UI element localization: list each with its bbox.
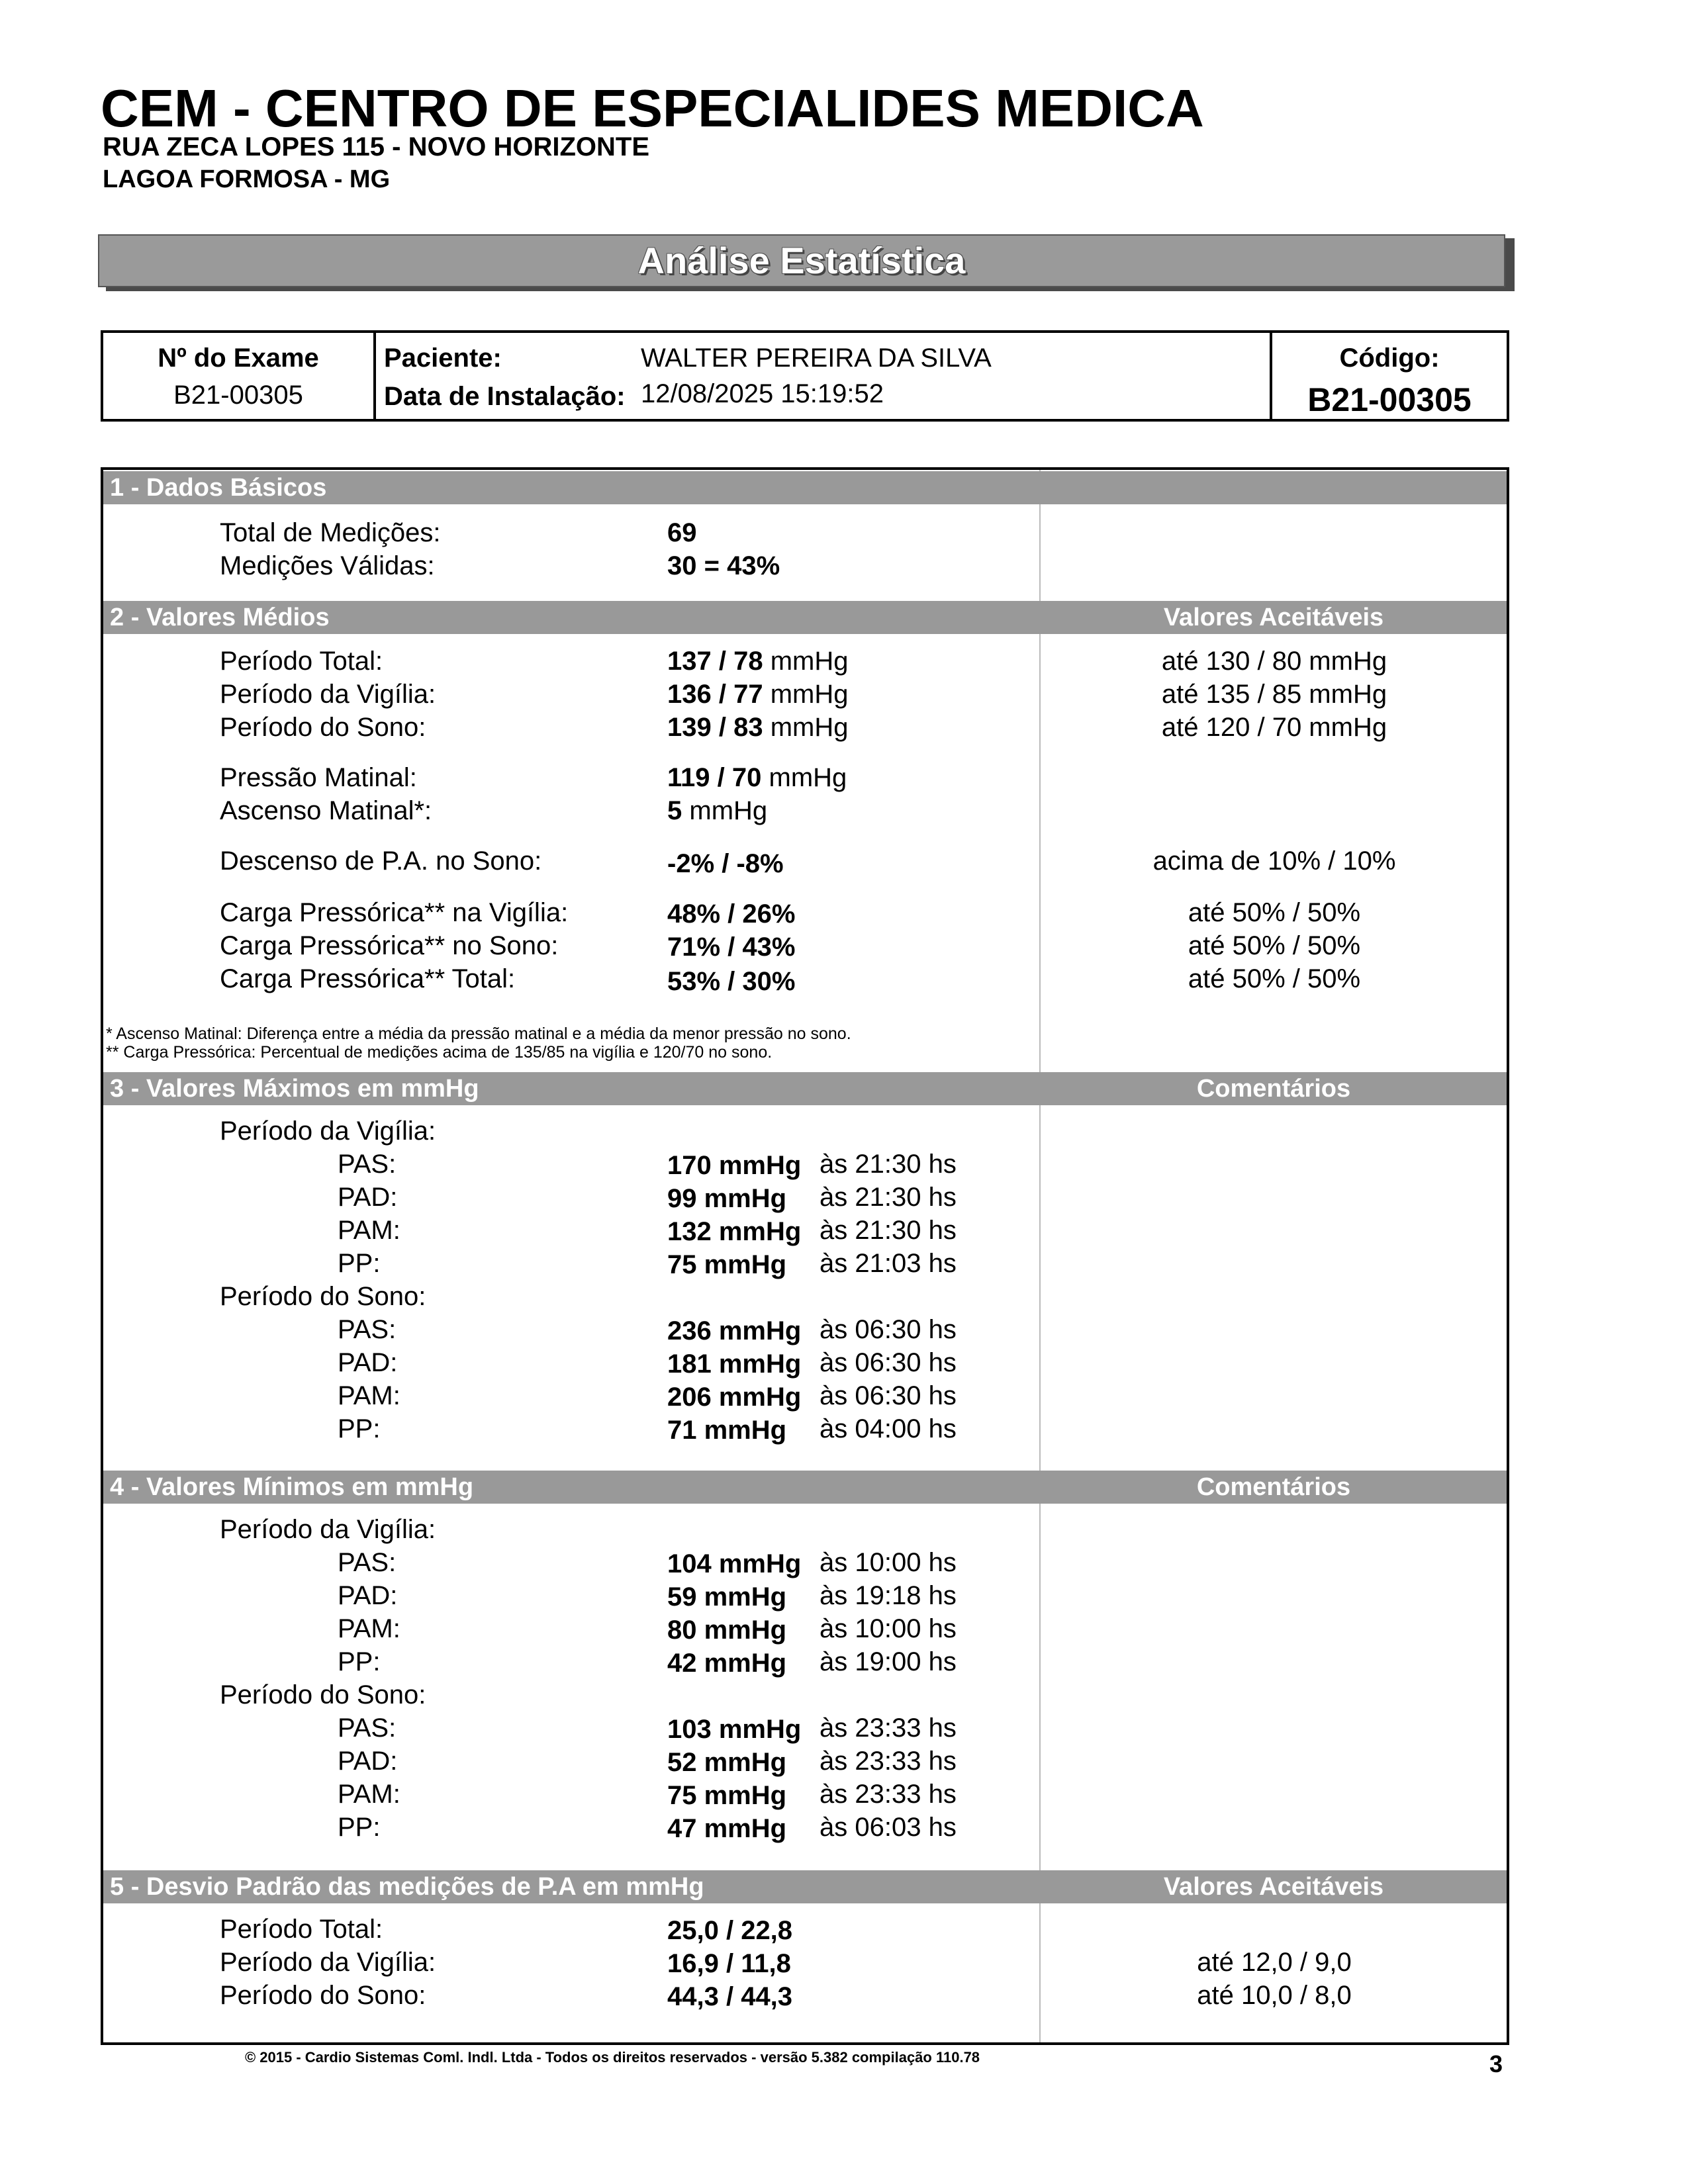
- metric-label: PAM:: [338, 1216, 400, 1245]
- metric-value: 99 mmHg: [667, 1184, 787, 1213]
- exam-number-label: Nº do Exame: [158, 343, 319, 373]
- row-value: 139 / 83 mmHg: [667, 713, 849, 742]
- acceptable-values-title: Valores Aceitáveis: [1163, 1873, 1384, 1901]
- metric-value: 103 mmHg: [667, 1715, 802, 1744]
- metric-time: às 23:33 hs: [820, 1747, 957, 1776]
- metric-value: 75 mmHg: [667, 1781, 787, 1810]
- metric-label: PP:: [338, 1249, 381, 1278]
- metric-value: 71 mmHg: [667, 1416, 787, 1445]
- metric-value: 59 mmHg: [667, 1582, 787, 1612]
- metric-time: às 21:30 hs: [820, 1216, 957, 1245]
- metric-label: PAM:: [338, 1614, 400, 1643]
- acceptable-value: até 50% / 50%: [1188, 964, 1361, 993]
- row-value: 119 / 70 mmHg: [667, 763, 847, 792]
- row-value: 5 mmHg: [667, 796, 768, 825]
- acceptable-value: até 50% / 50%: [1188, 898, 1361, 927]
- metric-value: 52 mmHg: [667, 1748, 787, 1777]
- statistics-box: [101, 467, 1509, 2045]
- row-label: Período Total:: [220, 1915, 383, 1944]
- acceptable-value: até 12,0 / 9,0: [1197, 1948, 1352, 1977]
- acceptable-value: até 10,0 / 8,0: [1197, 1981, 1352, 2010]
- metric-label: PP:: [338, 1813, 381, 1842]
- section-title: 5 - Desvio Padrão das medições de P.A em mmHg: [110, 1873, 704, 1901]
- row-label: Descenso de P.A. no Sono:: [220, 846, 542, 876]
- metric-label: PP:: [338, 1414, 381, 1443]
- acceptable-value: até 130 / 80 mmHg: [1161, 647, 1387, 676]
- install-date-value: 12/08/2025 15:19:52: [641, 379, 884, 408]
- acceptable-values-title: Valores Aceitáveis: [1163, 604, 1384, 631]
- footnote-morning-surge: * Ascenso Matinal: Diferença entre a média da pressão matinal e a média da menor pressão no sono.: [106, 1024, 851, 1043]
- metric-value: 132 mmHg: [667, 1217, 802, 1246]
- row-value: 69: [667, 518, 697, 547]
- metric-time: às 06:30 hs: [820, 1381, 957, 1410]
- metric-value: 47 mmHg: [667, 1814, 787, 1843]
- banner-title: Análise Estatística: [637, 240, 966, 281]
- metric-time: às 21:30 hs: [820, 1150, 957, 1179]
- section-header-max-values: [103, 1072, 1507, 1105]
- row-label: Período da Vigília:: [220, 1948, 436, 1977]
- row-value: 136 / 77 mmHg: [667, 680, 849, 709]
- metric-time: às 19:18 hs: [820, 1581, 957, 1610]
- section-header-std-deviation: [103, 1870, 1507, 1903]
- footnote-pressure-load: ** Carga Pressórica: Percentual de medições acima de 135/85 na vigília e 120/70 no sono.: [106, 1043, 773, 1062]
- section-title: 1 - Dados Básicos: [110, 474, 327, 502]
- period-label: Período do Sono:: [220, 1680, 426, 1709]
- row-value: 137 / 78 mmHg: [667, 647, 849, 676]
- row-label: Carga Pressórica** Total:: [220, 964, 516, 993]
- row-value: 16,9 / 11,8: [667, 1949, 791, 1978]
- row-value: 48% / 26%: [667, 899, 796, 929]
- metric-time: às 06:30 hs: [820, 1315, 957, 1344]
- copyright-footer: © 2015 - Cardio Sistemas Coml. Indl. Ltda - Todos os direitos reservados - versão 5.382 compilação 110.78: [244, 2049, 980, 2066]
- metric-label: PAD:: [338, 1348, 398, 1377]
- section-title: 3 - Valores Máximos em mmHg: [110, 1075, 479, 1103]
- row-value: -2% / -8%: [667, 849, 784, 878]
- row-value: 44,3 / 44,3: [667, 1982, 793, 2011]
- acceptable-value: até 50% / 50%: [1188, 931, 1361, 960]
- acceptable-value: até 120 / 70 mmHg: [1161, 713, 1387, 742]
- metric-value: 42 mmHg: [667, 1649, 787, 1678]
- row-value: 71% / 43%: [667, 933, 796, 962]
- section-header-min-values: [103, 1471, 1507, 1504]
- metric-value: 236 mmHg: [667, 1316, 802, 1345]
- metric-time: às 06:30 hs: [820, 1348, 957, 1377]
- period-label: Período do Sono:: [220, 1282, 426, 1311]
- row-label: Ascenso Matinal*:: [220, 796, 432, 825]
- code-value: B21-00305: [1307, 381, 1472, 418]
- row-label: Carga Pressórica** no Sono:: [220, 931, 559, 960]
- acceptable-value: acima de 10% / 10%: [1152, 846, 1396, 876]
- exam-info-box: [101, 330, 1509, 422]
- row-label: Medições Válidas:: [220, 551, 435, 580]
- row-label: Pressão Matinal:: [220, 763, 417, 792]
- clinic-city: LAGOA FORMOSA - MG: [103, 165, 391, 193]
- row-label: Período do Sono:: [220, 713, 426, 742]
- section-header-basic-data: [103, 471, 1507, 504]
- metric-label: PAS:: [338, 1713, 397, 1743]
- metric-time: às 10:00 hs: [820, 1614, 957, 1643]
- metric-time: às 21:03 hs: [820, 1249, 957, 1278]
- row-label: Total de Medições:: [220, 518, 441, 547]
- metric-value: 80 mmHg: [667, 1615, 787, 1645]
- acceptable-value: até 135 / 85 mmHg: [1161, 680, 1387, 709]
- metric-label: PAD:: [338, 1183, 398, 1212]
- metric-value: 170 mmHg: [667, 1151, 802, 1180]
- metric-value: 206 mmHg: [667, 1383, 802, 1412]
- row-label: Período Total:: [220, 647, 383, 676]
- metric-value: 181 mmHg: [667, 1349, 802, 1379]
- metric-time: às 06:03 hs: [820, 1813, 957, 1842]
- clinic-name: CEM - CENTRO DE ESPECIALIDES MEDICA: [101, 79, 1204, 138]
- exam-number-value: B21-00305: [173, 381, 303, 410]
- metric-label: PAS:: [338, 1315, 397, 1344]
- row-value: 25,0 / 22,8: [667, 1916, 793, 1945]
- metric-time: às 23:33 hs: [820, 1713, 957, 1743]
- section-header-mean-values: [103, 601, 1507, 634]
- metric-value: 104 mmHg: [667, 1549, 802, 1578]
- install-date-label: Data de Instalação:: [384, 382, 626, 411]
- patient-label: Paciente:: [384, 343, 502, 373]
- comments-title: Comentários: [1196, 1075, 1351, 1103]
- metric-label: PP:: [338, 1647, 381, 1676]
- code-label: Código:: [1339, 343, 1440, 373]
- period-label: Período da Vigília:: [220, 1116, 436, 1146]
- metric-value: 75 mmHg: [667, 1250, 787, 1279]
- metric-label: PAD:: [338, 1581, 398, 1610]
- metric-time: às 04:00 hs: [820, 1414, 957, 1443]
- metric-time: às 23:33 hs: [820, 1780, 957, 1809]
- page-number: 3: [1489, 2050, 1503, 2077]
- clinic-address: RUA ZECA LOPES 115 - NOVO HORIZONTE: [103, 132, 650, 161]
- metric-time: às 21:30 hs: [820, 1183, 957, 1212]
- metric-label: PAS:: [338, 1150, 397, 1179]
- period-label: Período da Vigília:: [220, 1515, 436, 1544]
- row-label: Carga Pressórica** na Vigília:: [220, 898, 569, 927]
- patient-name: WALTER PEREIRA DA SILVA: [641, 343, 992, 373]
- metric-label: PAS:: [338, 1548, 397, 1577]
- row-label: Período da Vigília:: [220, 680, 436, 709]
- row-label: Período do Sono:: [220, 1981, 426, 2010]
- comments-title: Comentários: [1196, 1473, 1351, 1501]
- section-title: 4 - Valores Mínimos em mmHg: [110, 1473, 474, 1501]
- metric-label: PAD:: [338, 1747, 398, 1776]
- section-title: 2 - Valores Médios: [110, 604, 330, 631]
- metric-label: PAM:: [338, 1381, 400, 1410]
- divider: [373, 333, 376, 419]
- metric-time: às 10:00 hs: [820, 1548, 957, 1577]
- metric-time: às 19:00 hs: [820, 1647, 957, 1676]
- metric-label: PAM:: [338, 1780, 400, 1809]
- row-value: 30 = 43%: [667, 551, 780, 580]
- row-value: 53% / 30%: [667, 967, 796, 996]
